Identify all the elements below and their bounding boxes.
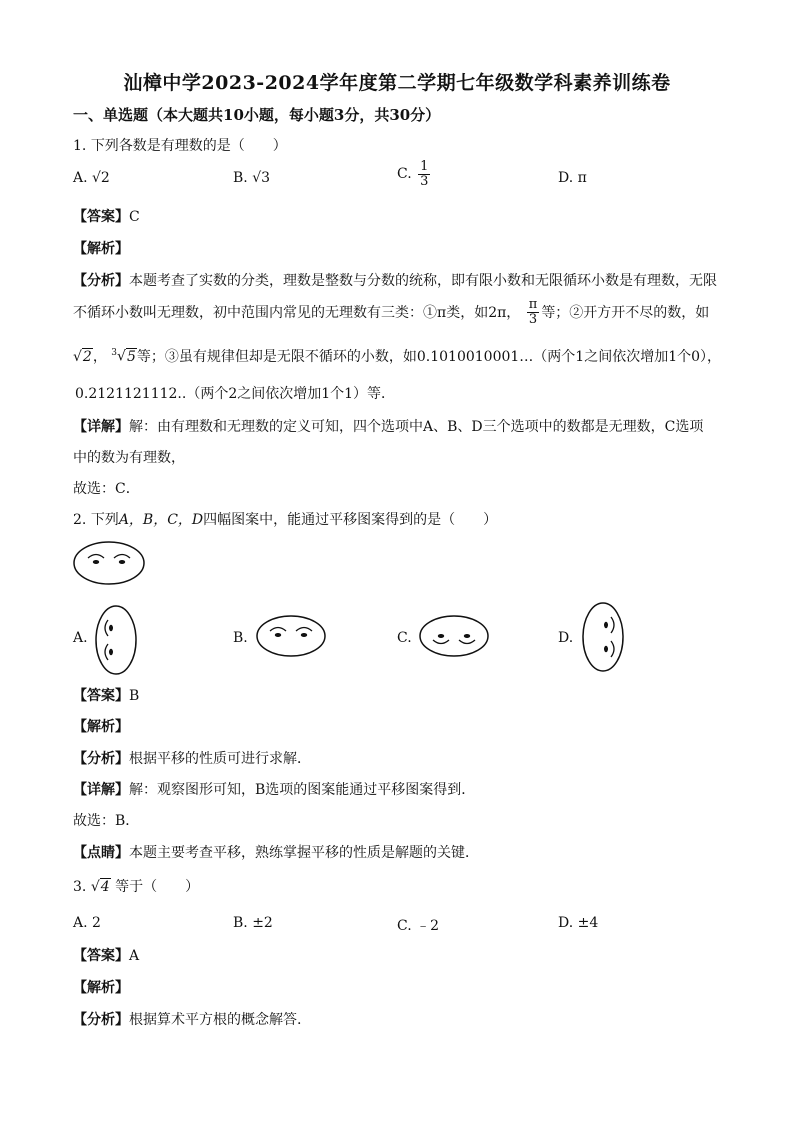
q2-number: 2.	[73, 512, 87, 528]
fenxi-tag: 【分析】	[73, 1012, 129, 1028]
sqrt-expression: √2	[73, 349, 92, 365]
q1-number: 1.	[73, 138, 87, 154]
q1-choose: 故选：C．	[73, 481, 140, 497]
q1-fenxi-line4: 0.2121121112..（两个2之间依次增加1个1）等．	[75, 386, 396, 402]
q2-option-c-figure	[418, 614, 490, 658]
q2-option-a-label: A.	[73, 630, 88, 646]
q3-stem-line	[73, 876, 199, 896]
q3-answer	[73, 945, 139, 965]
option-label: C.	[397, 166, 412, 183]
option-label: A.	[73, 170, 88, 186]
page-title: 汕樟中学2023-2024学年度第二学期七年级数学科素养训练卷	[123, 72, 671, 94]
section-heading: 一、单选题（本大题共10小题，每小题3分，共30分）	[73, 106, 441, 124]
q1-option-a	[73, 170, 110, 186]
q2-option-d-figure	[581, 601, 625, 673]
q1-answer	[73, 206, 140, 226]
q2-letters: A，B，C，D	[118, 512, 204, 528]
fenxi-tag: 【分析】	[73, 273, 129, 289]
q2-dianjing: 【点睛】本题主要考查平移，熟练掌握平移的性质是解题的关键．	[73, 845, 479, 861]
q2-option-a-figure	[94, 604, 138, 676]
answer-tag: 【答案】	[73, 209, 129, 225]
q1-stem: 下列各数是有理数的是（ ）	[90, 138, 287, 154]
q2-stem-line: 2. 下列A，B，C，D四幅图案中，能通过平移图案得到的是（ ）	[73, 512, 498, 528]
q2-answer	[73, 685, 139, 705]
q3-option-b: B. ±2	[233, 915, 273, 931]
option-label: D.	[558, 170, 574, 186]
fraction-denominator: 3	[420, 173, 429, 189]
q3-stem: 等于（ ）	[115, 879, 200, 895]
reference-face-figure	[72, 540, 146, 586]
q3-option-d: D. ±4	[558, 915, 599, 931]
fraction-denominator: 3	[528, 311, 538, 327]
fenxi-tag: 【分析】	[73, 751, 129, 767]
q3-number: 3.	[73, 879, 87, 895]
fraction-numerator: π	[528, 297, 538, 312]
sqrt-expression: √3	[252, 170, 271, 186]
answer-value: A	[129, 948, 140, 964]
q1-option-c	[397, 160, 432, 188]
q3-fenxi: 【分析】根据算术平方根的概念解答.	[73, 1012, 302, 1028]
q2-jiexi: 【解析】	[73, 719, 129, 735]
cube-root-expression: $^3$√5	[111, 348, 136, 365]
q3-jiexi: 【解析】	[73, 980, 129, 996]
q1-fenxi-line2: 不循环小数叫无理数，初中范围内常见的无理数有三类：①π类，如2π， $\frac{\pi}{3}$ 等；②开方开不尽的数，如	[73, 297, 710, 327]
answer-value: C	[129, 209, 140, 225]
q2-option-c-label: C.	[397, 630, 412, 646]
q2-option-b-label: B.	[233, 630, 248, 646]
option-label: B.	[233, 170, 248, 186]
q3-option-a: A. 2	[73, 915, 101, 931]
sqrt-expression: √2	[92, 170, 110, 186]
dianjing-tag: 【点睛】	[73, 845, 129, 861]
q1-stem-line	[73, 135, 287, 155]
q2-option-d-label: D.	[558, 630, 574, 646]
answer-tag: 【答案】	[73, 948, 129, 964]
q2-detail: 【详解】解：观察图形可知，B选项的图案能通过平移图案得到．	[73, 782, 476, 798]
sqrt-expression: √4	[90, 879, 110, 895]
detail-tag: 【详解】	[73, 782, 129, 798]
q1-fenxi-line3: √2， $^3$√5等；③虽有规律但却是无限不循环的小数，如0.1010010001…（两个1之间依次增加1个0），	[73, 348, 722, 365]
q1-jiexi: 【解析】	[73, 241, 129, 257]
q1-option-d	[558, 170, 587, 186]
q1-detail-line2: 中的数为有理数，	[73, 450, 185, 466]
fraction	[527, 298, 540, 326]
q1-fenxi-line1: 【分析】本题考查了实数的分类，理数是整数与分数的统称，即有限小数和无限循环小数是有理数，无限	[73, 273, 717, 289]
pi-symbol: π	[577, 170, 587, 186]
q2-fenxi: 【分析】根据平移的性质可进行求解．	[73, 751, 311, 767]
q2-choose: 故选：B．	[73, 813, 140, 829]
q1-detail-line1: 【详解】解：由有理数和无理数的定义可知，四个选项中A、B、D三个选项中的数都是无理数，C选项	[73, 419, 704, 435]
answer-value: B	[129, 688, 140, 704]
fraction	[418, 160, 430, 188]
q1-option-b	[233, 170, 270, 186]
q2-option-b-figure	[255, 614, 327, 658]
q3-option-c: C. ﹣2	[397, 918, 440, 934]
detail-tag: 【详解】	[73, 419, 129, 435]
fraction-numerator: 1	[420, 159, 429, 174]
answer-tag: 【答案】	[73, 688, 129, 704]
